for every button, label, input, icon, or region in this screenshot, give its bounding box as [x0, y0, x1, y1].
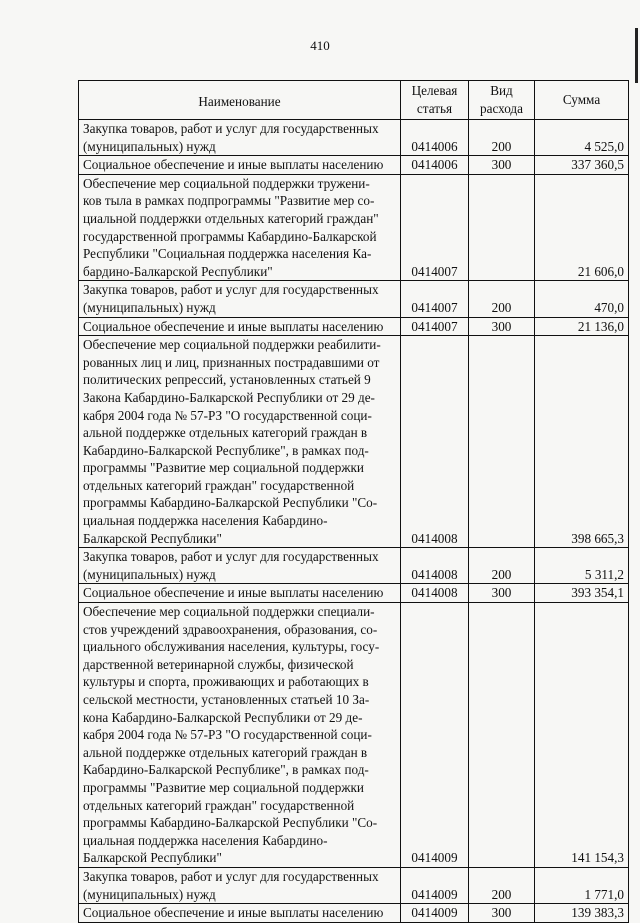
row-name-line: кона Кабардино-Балкарской Республики от 29 де-	[83, 709, 363, 725]
row-name-line: Балкарской Республики"	[83, 850, 222, 866]
row-name-line: Закупка товаров, работ и услуг для государственных	[83, 549, 379, 565]
row-name-line: циальная поддержка населения Кабардино-	[83, 832, 328, 848]
row-name-cell	[79, 336, 401, 548]
header-name: Наименование	[79, 81, 401, 120]
target-article-cell: 0414007	[401, 281, 469, 317]
table-row	[79, 548, 629, 584]
sum-cell: 1 771,0	[535, 867, 629, 903]
row-name-cell	[79, 120, 401, 156]
row-name-cell	[79, 548, 401, 584]
row-name-line: сельской местности, установленных статьей 10 За-	[83, 692, 370, 707]
row-name-line: Социальное обеспечение и иные выплаты населению	[83, 905, 384, 921]
row-name-line: Обеспечение мер социальной поддержки реабилити-	[83, 337, 381, 353]
row-name-line: политических репрессий, установленных статьей 9	[83, 372, 371, 388]
table-row	[79, 336, 629, 548]
row-name-line: Закупка товаров, работ и услуг для государственных	[83, 868, 379, 884]
row-name-line: культуры и спорта, проживающих и работающих в	[83, 674, 369, 690]
row-name-line: Кабардино-Балкарской Республике", в рамках под-	[83, 762, 369, 778]
budget-table	[78, 80, 629, 923]
sum-cell: 21 606,0	[535, 174, 629, 281]
sum-cell: 21 136,0	[535, 317, 629, 336]
row-name-line: циальной поддержки отдельных категорий граждан"	[83, 210, 379, 226]
page-number: 410	[310, 38, 330, 53]
table-row	[79, 156, 629, 175]
sum-cell: 141 154,3	[535, 603, 629, 868]
table-row	[79, 281, 629, 317]
row-name-line: программы Кабардино-Балкарской Республики "Со-	[83, 815, 378, 831]
row-name-line: (муниципальных) нужд	[83, 886, 216, 902]
target-article-cell: 0414008	[401, 548, 469, 584]
header-type-line1: Вид	[490, 83, 513, 99]
row-name-line: Социальное обеспечение и иные выплаты населению	[83, 318, 384, 334]
expense-type-cell	[469, 174, 535, 281]
row-name-line: государственной программы Кабардино-Балкарской	[83, 228, 377, 244]
row-name-line: альной поддержке отдельных категорий граждан в	[83, 425, 368, 441]
row-name-line: Социальное обеспечение и иные выплаты населению	[83, 585, 384, 601]
row-name-cell	[79, 156, 401, 175]
sum-cell: 398 665,3	[535, 336, 629, 548]
row-name-line: (муниципальных) нужд	[83, 566, 216, 582]
row-name-line: программы Кабардино-Балкарской Республики "Со-	[83, 495, 378, 511]
sum-cell: 139 383,3	[535, 904, 629, 923]
expense-type-cell: 300	[469, 584, 535, 603]
row-name-line: дарственной ветеринарной службы, физической	[83, 656, 354, 672]
target-article-cell: 0414009	[401, 603, 469, 868]
row-name-line: Закупка товаров, работ и услуг для государственных	[83, 121, 379, 136]
table-header-row	[79, 81, 629, 120]
target-article-cell: 0414007	[401, 174, 469, 281]
row-name-line: программы "Развитие мер социальной поддержки	[83, 779, 364, 795]
row-name-line: рованных лиц и лиц, признанных пострадавшими от	[83, 354, 380, 370]
scan-edge-mark	[635, 28, 638, 83]
row-name-line: циальная поддержка населения Кабардино-	[83, 513, 328, 529]
row-name-line: (муниципальных) нужд	[83, 299, 216, 315]
row-name-line: Закона Кабардино-Балкарской Республики от 29 де-	[83, 389, 375, 405]
expense-type-cell: 200	[469, 120, 535, 156]
row-name-line: отдельных категорий граждан" государственной	[83, 477, 355, 493]
row-name-cell	[79, 174, 401, 281]
row-name-line: Закупка товаров, работ и услуг для государственных	[83, 282, 379, 298]
sum-cell: 5 311,2	[535, 548, 629, 584]
row-name-cell	[79, 603, 401, 868]
expense-type-cell: 200	[469, 281, 535, 317]
expense-type-cell: 300	[469, 904, 535, 923]
table-row	[79, 584, 629, 603]
row-name-line: ков тыла в рамках подпрограммы "Развитие мер со-	[83, 193, 375, 209]
header-target-line2: статья	[416, 101, 453, 116]
sum-cell: 4 525,0	[535, 120, 629, 156]
row-name-line: программы "Развитие мер социальной поддержки	[83, 460, 364, 476]
row-name-line: бардино-Балкарской Республики"	[83, 263, 273, 279]
row-name-line: альной поддержке отдельных категорий граждан в	[83, 744, 368, 760]
expense-type-cell: 200	[469, 548, 535, 584]
expense-type-cell: 200	[469, 867, 535, 903]
row-name-line: отдельных категорий граждан" государственной	[83, 797, 355, 813]
row-name-cell	[79, 317, 401, 336]
target-article-cell: 0414009	[401, 867, 469, 903]
row-name-line: кабря 2004 года № 57-РЗ "О государственной соци-	[83, 407, 372, 423]
sum-cell: 393 354,1	[535, 584, 629, 603]
table-row	[79, 603, 629, 868]
row-name-cell	[79, 867, 401, 903]
table-row	[79, 120, 629, 156]
row-name-line: Республики "Социальная поддержка населения Ка-	[83, 246, 372, 262]
row-name-line: циального обслуживания населения, культуры, госу-	[83, 639, 380, 655]
expense-type-cell	[469, 336, 535, 548]
sum-cell: 337 360,5	[535, 156, 629, 175]
target-article-cell: 0414008	[401, 584, 469, 603]
target-article-cell: 0414007	[401, 317, 469, 336]
row-name-line: Обеспечение мер социальной поддержки тружени-	[83, 175, 370, 191]
expense-type-cell: 300	[469, 156, 535, 175]
row-name-line: (муниципальных) нужд	[83, 138, 216, 154]
header-target-article	[401, 81, 469, 120]
target-article-cell: 0414006	[401, 156, 469, 175]
row-name-cell	[79, 904, 401, 923]
header-expense-type	[469, 81, 535, 120]
row-name-line: Балкарской Республики"	[83, 530, 222, 546]
expense-type-cell: 300	[469, 317, 535, 336]
table-row	[79, 904, 629, 923]
table-row	[79, 174, 629, 281]
row-name-cell	[79, 281, 401, 317]
target-article-cell: 0414008	[401, 336, 469, 548]
row-name-cell	[79, 584, 401, 603]
header-type-line2: расхода	[480, 101, 523, 116]
table-row	[79, 317, 629, 336]
table-row	[79, 867, 629, 903]
sum-cell: 470,0	[535, 281, 629, 317]
row-name-line: Кабардино-Балкарской Республике", в рамках под-	[83, 442, 369, 458]
target-article-cell: 0414009	[401, 904, 469, 923]
row-name-line: кабря 2004 года № 57-РЗ "О государственной соци-	[83, 727, 372, 743]
target-article-cell: 0414006	[401, 120, 469, 156]
header-sum: Сумма	[535, 81, 629, 120]
row-name-line: Обеспечение мер социальной поддержки специали-	[83, 604, 375, 620]
expense-type-cell	[469, 603, 535, 868]
header-target-line1: Целевая	[411, 83, 458, 99]
row-name-line: Социальное обеспечение и иные выплаты населению	[83, 157, 384, 173]
row-name-line: стов учреждений здравоохранения, образования, со-	[83, 621, 378, 637]
